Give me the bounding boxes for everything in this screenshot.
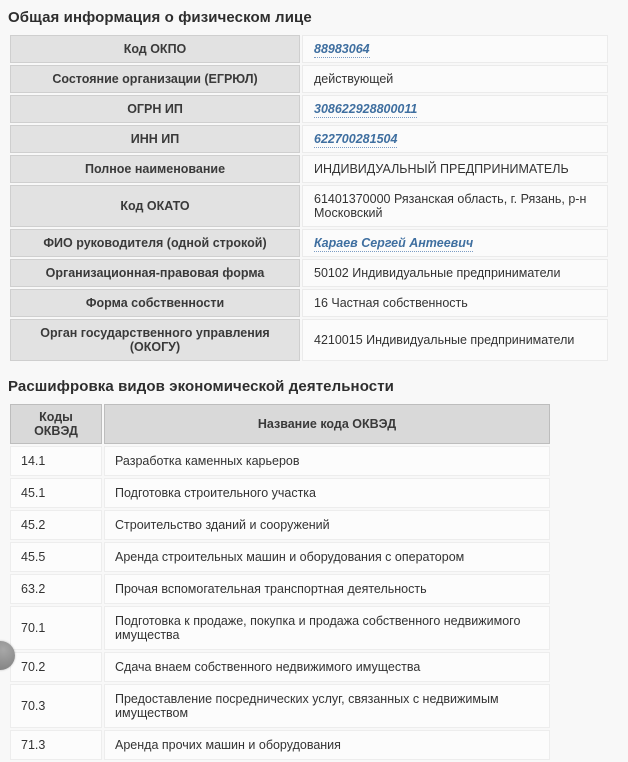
general-info-section-title: Общая информация о физическом лице — [8, 9, 312, 26]
info-row — [10, 185, 608, 227]
okved-name: Подготовка к продаже, покупка и продажа собственного недвижимого имущества — [104, 606, 550, 650]
okved-name: Разработка каменных карьеров — [104, 446, 550, 476]
okved-row — [10, 478, 550, 508]
field-value-cell — [302, 155, 608, 183]
okved-row — [10, 542, 550, 572]
okved-section-title: Расшифровка видов экономической деятельности — [8, 378, 394, 395]
field-value: 16 Частная собственность — [314, 296, 468, 310]
field-value: 4210015 Индивидуальные предприниматели — [314, 333, 575, 347]
info-row — [10, 319, 608, 361]
okved-row — [10, 510, 550, 540]
okved-name: Аренда прочих машин и оборудования — [104, 730, 550, 760]
okved-code: 45.2 — [10, 510, 102, 540]
okved-name: Строительство зданий и сооружений — [104, 510, 550, 540]
okved-code: 45.1 — [10, 478, 102, 508]
field-label: Форма собственности — [10, 289, 300, 317]
okved-code: 71.3 — [10, 730, 102, 760]
info-row — [10, 259, 608, 287]
general-info-table — [8, 33, 610, 363]
field-label: Орган государственного управления (ОКОГУ) — [10, 319, 300, 361]
okved-row — [10, 606, 550, 650]
okved-codes-column-header: Коды ОКВЭД — [10, 404, 102, 444]
info-row — [10, 95, 608, 123]
okved-code: 14.1 — [10, 446, 102, 476]
info-row — [10, 289, 608, 317]
field-value-link[interactable]: 622700281504 — [314, 132, 398, 146]
okved-row — [10, 652, 550, 682]
okved-code: 70.2 — [10, 652, 102, 682]
okved-name-column-header: Название кода ОКВЭД — [104, 404, 550, 444]
field-value-link[interactable]: Караев Сергей Антеевич — [314, 236, 474, 250]
info-row — [10, 155, 608, 183]
okved-name: Прочая вспомогательная транспортная деятельность — [104, 574, 550, 604]
field-label: Состояние организации (ЕГРЮЛ) — [10, 65, 300, 93]
field-label: ФИО руководителя (одной строкой) — [10, 229, 300, 257]
field-value-cell — [302, 95, 608, 123]
okved-name: Аренда строительных машин и оборудования с оператором — [104, 542, 550, 572]
field-value: ИНДИВИДУАЛЬНЫЙ ПРЕДПРИНИМАТЕЛЬ — [314, 162, 569, 176]
field-value: действующей — [314, 72, 394, 86]
field-value-cell — [302, 229, 608, 257]
okved-code: 70.1 — [10, 606, 102, 650]
okved-row — [10, 446, 550, 476]
okved-code: 45.5 — [10, 542, 102, 572]
field-value-cell — [302, 125, 608, 153]
okved-row — [10, 684, 550, 728]
okved-header-row — [10, 404, 550, 444]
field-label: ИНН ИП — [10, 125, 300, 153]
field-label: Код ОКПО — [10, 35, 300, 63]
field-label: Код ОКАТО — [10, 185, 300, 227]
field-label: ОГРН ИП — [10, 95, 300, 123]
field-value-cell — [302, 65, 608, 93]
field-value-cell — [302, 185, 608, 227]
field-label: Полное наименование — [10, 155, 300, 183]
field-value-cell — [302, 319, 608, 361]
okved-code: 70.3 — [10, 684, 102, 728]
field-value-cell — [302, 35, 608, 63]
okved-code: 63.2 — [10, 574, 102, 604]
info-row — [10, 229, 608, 257]
okved-table — [8, 402, 552, 762]
field-label: Организационная-правовая форма — [10, 259, 300, 287]
okved-row — [10, 730, 550, 760]
okved-row — [10, 574, 550, 604]
field-value-link[interactable]: 88983064 — [314, 42, 370, 56]
okved-name: Сдача внаем собственного недвижимого имущества — [104, 652, 550, 682]
field-value-cell — [302, 289, 608, 317]
okved-name: Предоставление посреднических услуг, связанных с недвижимым имуществом — [104, 684, 550, 728]
field-value-cell — [302, 259, 608, 287]
field-value: 50102 Индивидуальные предприниматели — [314, 266, 561, 280]
info-row — [10, 125, 608, 153]
field-value: 61401370000 Рязанская область, г. Рязань, р-н Московский — [314, 192, 587, 220]
info-row — [10, 35, 608, 63]
field-value-link[interactable]: 308622928800011 — [314, 102, 418, 116]
info-row — [10, 65, 608, 93]
okved-name: Подготовка строительного участка — [104, 478, 550, 508]
